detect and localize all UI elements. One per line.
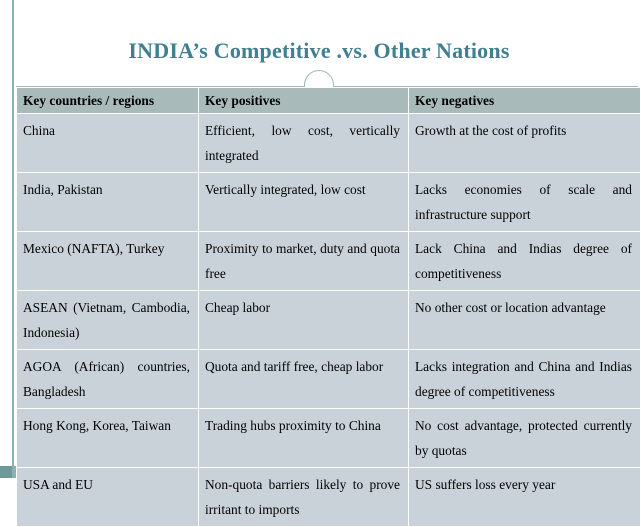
cell-positive: Vertically integrated, low cost	[199, 173, 409, 232]
cell-positive: Non-quota barriers likely to prove irritant to imports	[199, 468, 409, 527]
table-row	[17, 114, 641, 173]
cell-country: Mexico (NAFTA), Turkey	[17, 232, 199, 291]
cell-positive: Efficient, low cost, vertically integrated	[199, 114, 409, 173]
table-row	[17, 468, 641, 527]
cell-country: AGOA (African) countries, Bangladesh	[17, 350, 199, 409]
table-header-row	[17, 88, 641, 114]
table-row	[17, 409, 641, 468]
cell-negative: US suffers loss every year	[409, 468, 641, 527]
table-row	[17, 232, 641, 291]
cell-positive: Trading hubs proximity to China	[199, 409, 409, 468]
cell-negative: Lacks integration and China and Indias degree of competitiveness	[409, 350, 641, 409]
comparison-table	[16, 87, 641, 527]
left-accent-bar	[12, 0, 14, 478]
cell-negative: No other cost or location advantage	[409, 291, 641, 350]
cell-negative: No cost advantage, protected currently by quotas	[409, 409, 641, 468]
cell-negative: Lacks economies of scale and infrastructure support	[409, 173, 641, 232]
table-row	[17, 291, 641, 350]
header-negatives: Key negatives	[409, 88, 641, 114]
cell-country: India, Pakistan	[17, 173, 199, 232]
cell-country: ASEAN (Vietnam, Cambodia, Indonesia)	[17, 291, 199, 350]
cell-positive: Proximity to market, duty and quota free	[199, 232, 409, 291]
cell-negative: Growth at the cost of profits	[409, 114, 641, 173]
cell-positive: Cheap labor	[199, 291, 409, 350]
cell-negative: Lack China and Indias degree of competitiveness	[409, 232, 641, 291]
table-row	[17, 350, 641, 409]
cell-country: USA and EU	[17, 468, 199, 527]
header-positives: Key positives	[199, 88, 409, 114]
header-countries: Key countries / regions	[17, 88, 199, 114]
cell-positive: Quota and tariff free, cheap labor	[199, 350, 409, 409]
table-row	[17, 173, 641, 232]
slide-title: INDIA’s Competitive .vs. Other Nations	[128, 38, 510, 63]
cell-country: Hong Kong, Korea, Taiwan	[17, 409, 199, 468]
cell-country: China	[17, 114, 199, 173]
